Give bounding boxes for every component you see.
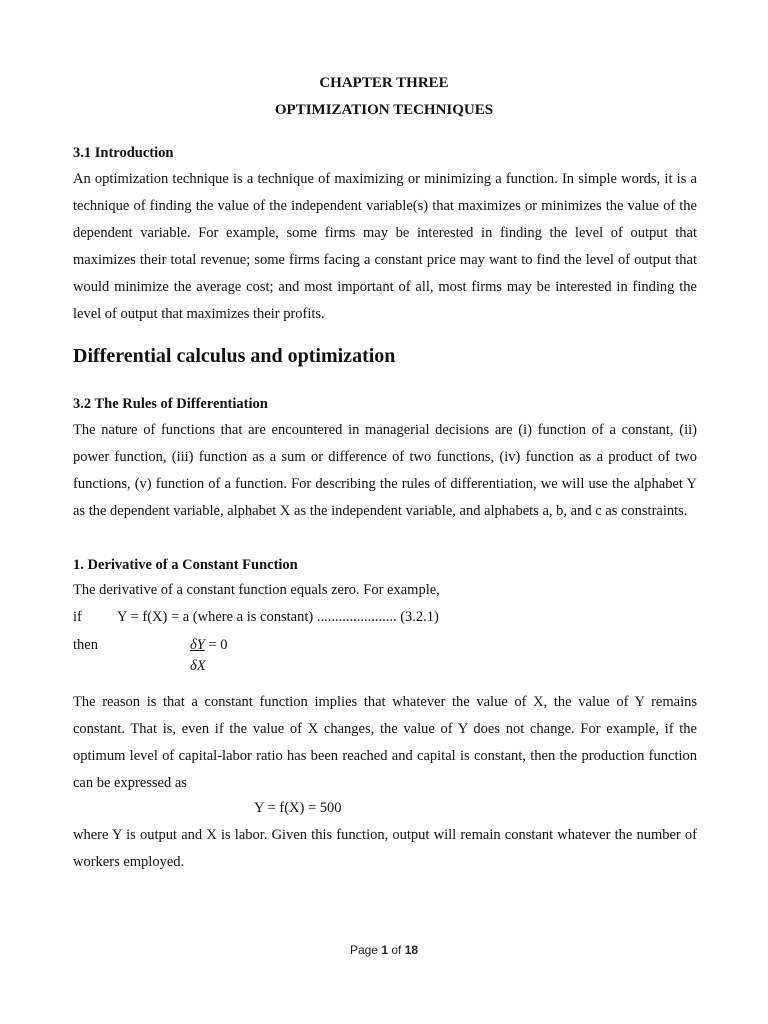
- closing-paragraph: where Y is output and X is labor. Given this function, output will remain constant whatever the number of workers employed.: [73, 827, 697, 870]
- derivative-equals: = 0: [204, 637, 228, 653]
- derivative-denominator: δX: [190, 658, 206, 674]
- footer-of-word: of: [391, 943, 402, 957]
- constant-function-heading: 1. Derivative of a Constant Function: [73, 557, 298, 573]
- constant-function-intro: The derivative of a constant function equals zero. For example,: [73, 582, 440, 598]
- production-equation: Y = f(X) = 500: [254, 800, 342, 816]
- then-word: then: [73, 637, 98, 653]
- footer-page-number: 1: [381, 943, 388, 957]
- derivative-numerator: δY: [190, 637, 205, 653]
- if-expression: Y = f(X) = a (where a is constant) ...................... (3.2.1): [117, 609, 439, 625]
- chapter-title: OPTIMIZATION TECHNIQUES: [274, 102, 494, 118]
- chapter-number: CHAPTER THREE: [319, 75, 449, 91]
- footer-page-word: Page: [349, 943, 378, 957]
- derivative-fraction: [190, 637, 228, 654]
- if-word: if: [73, 609, 82, 625]
- main-heading: Differential calculus and optimization: [73, 345, 396, 367]
- footer-total-pages: 18: [404, 943, 419, 957]
- rules-paragraph: The nature of functions that are encountered in managerial decisions are (i) function of a constant, (ii) power function, (iii) function as a sum or difference of two functions, (iv) function as a product of two functions, (v) function of a function. For describing the rules of differentiation, we will use the alphabet Y as the dependent variable, alphabet X as the independent variable, and alphabets a, b, and c as constraints.: [73, 422, 697, 519]
- rules-heading: 3.2 The Rules of Differentiation: [73, 396, 268, 412]
- intro-heading: 3.1 Introduction: [73, 145, 174, 161]
- intro-paragraph: An optimization technique is a technique of maximizing or minimizing a function. In simple words, it is a technique of finding the value of the independent variable(s) that maximizes or minimizes the value of the dependent variable. For example, some firms may be interested in finding the level of output that maximizes their total revenue; some firms facing a constant price may want to find the level of output that would minimize the average cost; and most important of all, most firms may be interested in finding the level of output that maximizes their profits.: [73, 171, 697, 322]
- page-footer: [0, 943, 768, 957]
- constant-explanation-paragraph: The reason is that a constant function implies that whatever the value of X, the value of Y remains constant. That is, even if the value of X changes, the value of Y does not change. For example, if the optimum level of capital-labor ratio has been reached and capital is constant, then the production function can be expressed as: [73, 694, 697, 791]
